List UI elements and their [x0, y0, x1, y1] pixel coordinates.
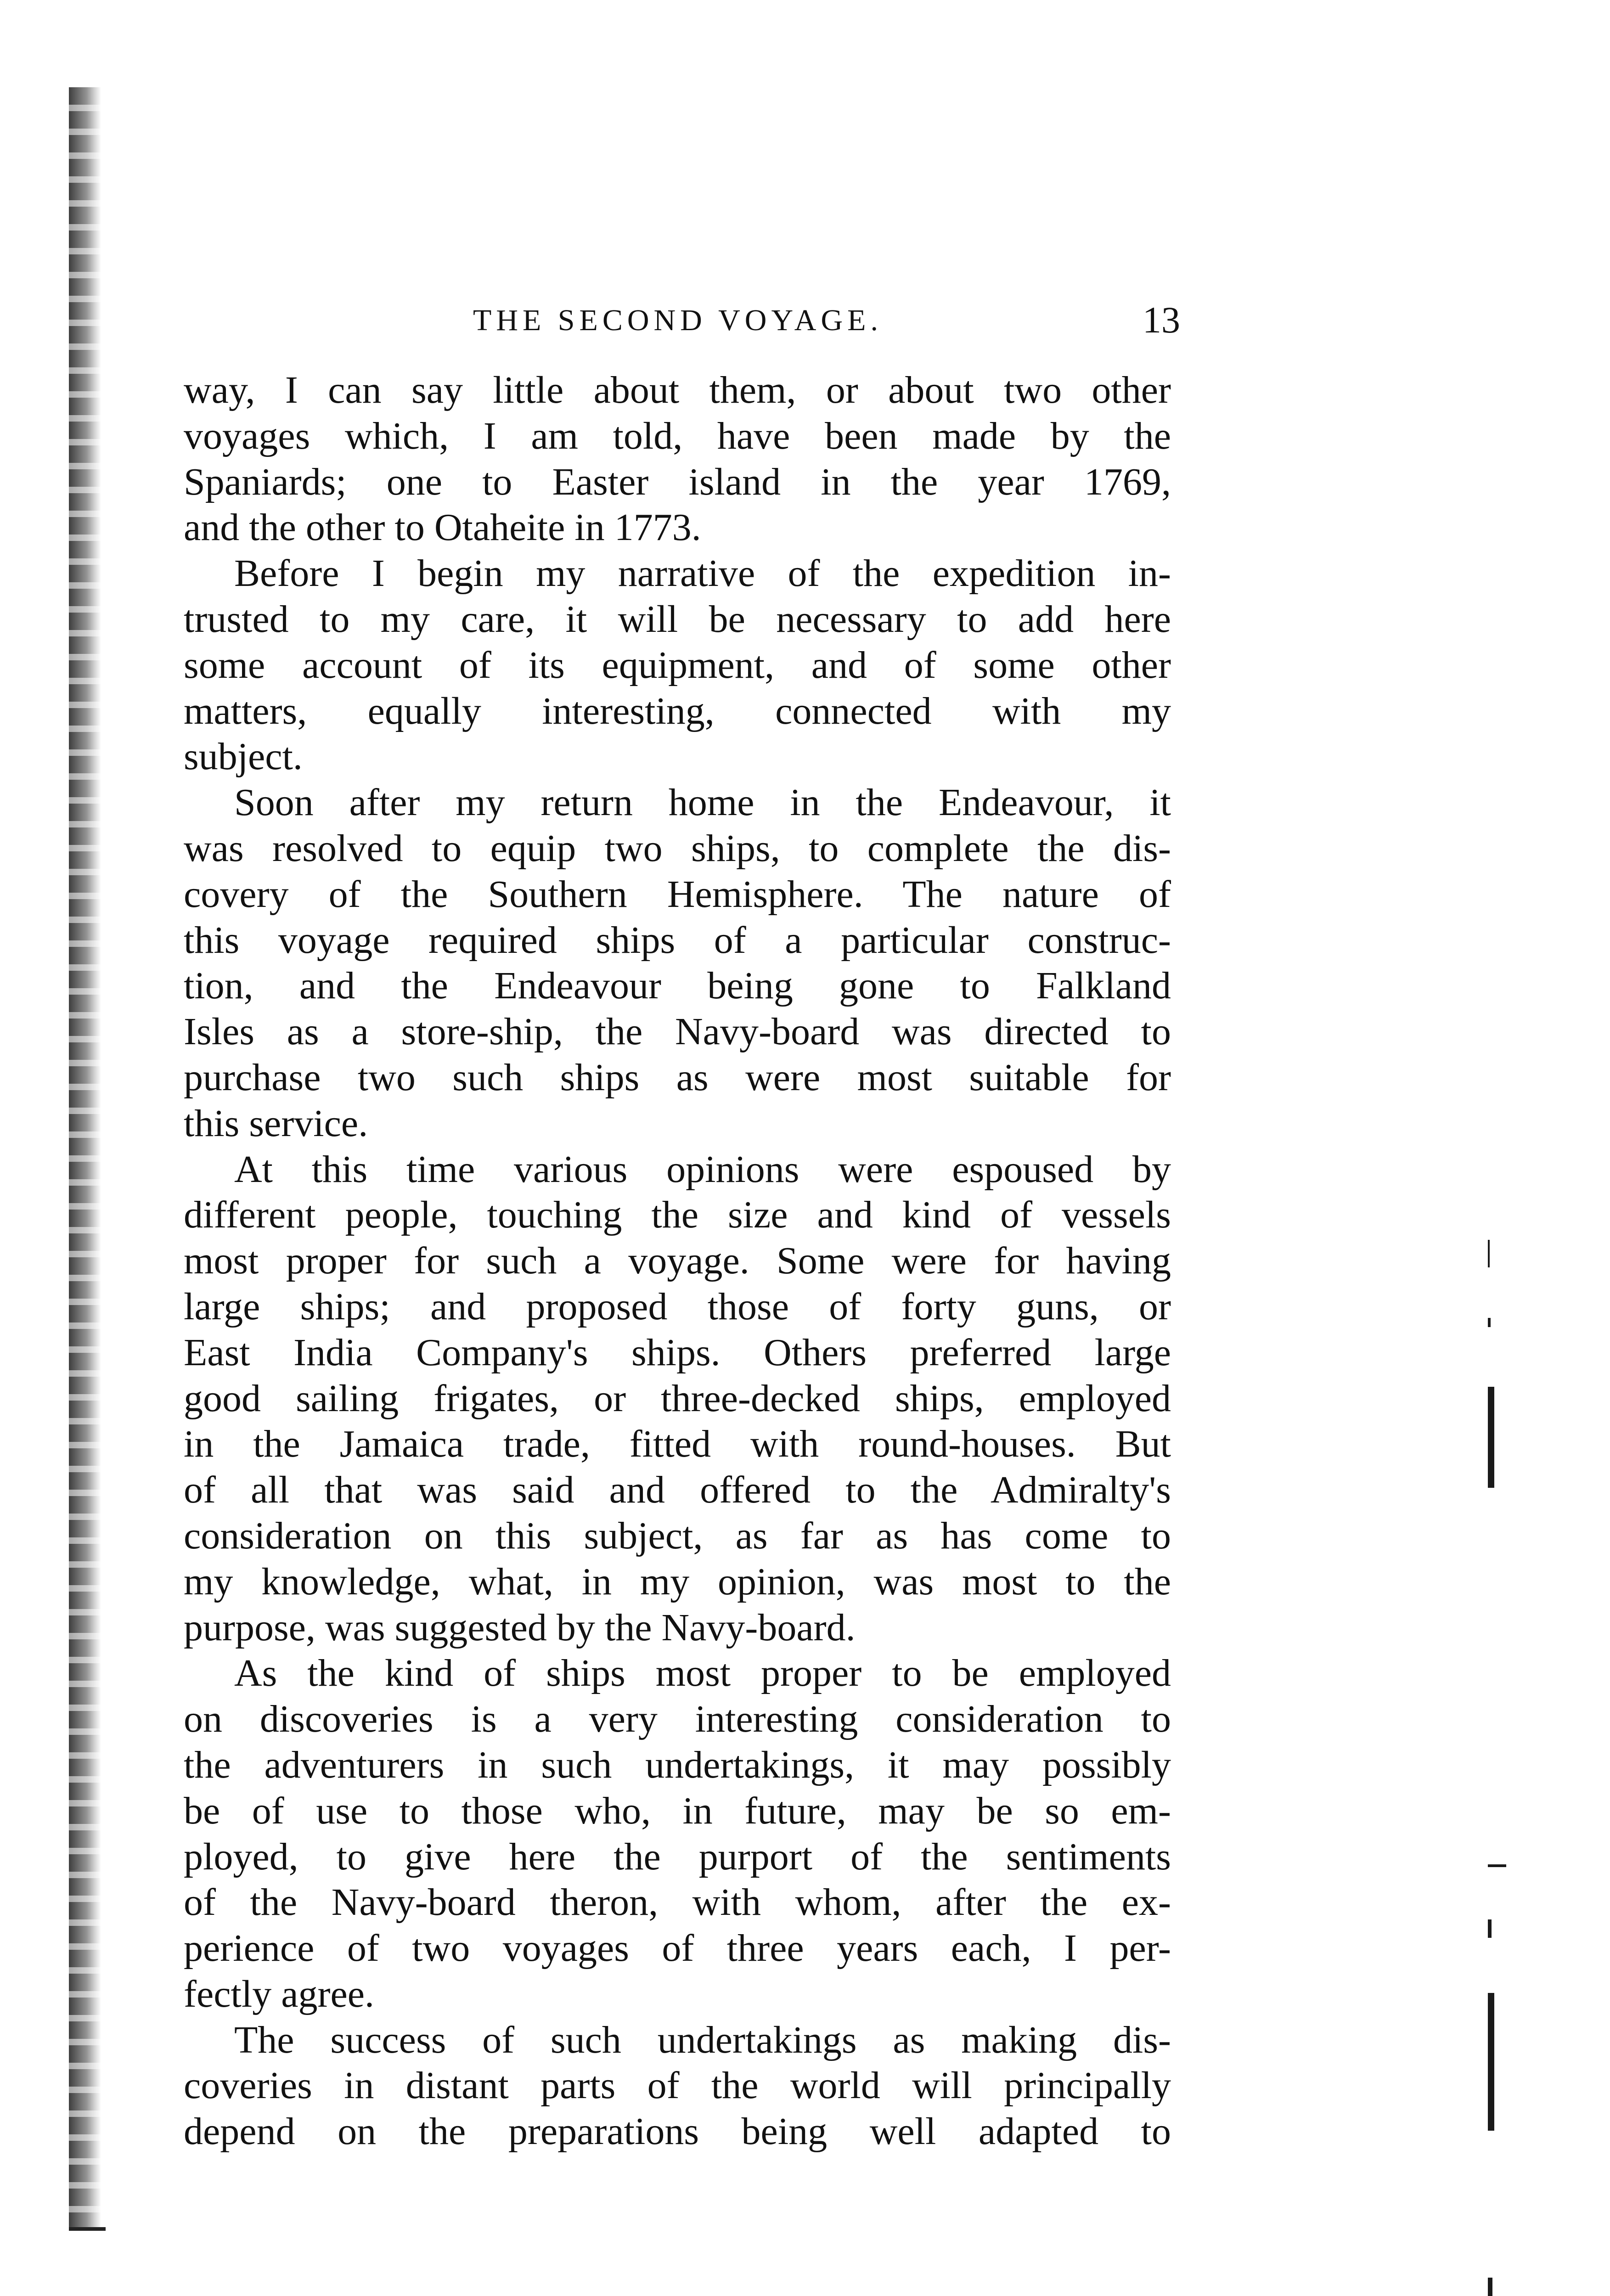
- text-line: voyages which, I am told, have been made by the: [184, 414, 1171, 457]
- facing-page-bleed-marks: [1488, 1240, 1497, 2296]
- paragraph-start-line: Before I begin my narrative of the expedition in-: [234, 552, 1171, 595]
- page-header: [473, 298, 1180, 349]
- text-line: consideration on this subject, as far as has come to: [184, 1514, 1171, 1557]
- text-line: in the Jamaica trade, fitted with round-houses. But: [184, 1423, 1171, 1466]
- text-line: my knowledge, what, in my opinion, was most to the: [184, 1560, 1171, 1603]
- text-line: matters, equally interesting, connected with my: [184, 689, 1171, 732]
- text-line: be of use to those who, in future, may be so em-: [184, 1789, 1171, 1832]
- text-line: depend on the preparations being well adapted to: [184, 2110, 1171, 2153]
- binding-base-rule: [69, 2227, 106, 2231]
- running-head: THE SECOND VOYAGE.: [473, 304, 883, 337]
- text-line: good sailing frigates, or three-decked ships, employed: [184, 1377, 1171, 1420]
- text-line: ployed, to give here the purport of the sentiments: [184, 1835, 1171, 1878]
- text-line: perience of two voyages of three years each, I per-: [184, 1927, 1171, 1970]
- paragraph-start-line: As the kind of ships most proper to be employed: [234, 1652, 1171, 1695]
- text-line: purchase two such ships as were most suitable for: [184, 1056, 1171, 1099]
- text-line: was resolved to equip two ships, to complete the dis-: [184, 827, 1171, 870]
- binding-edge: [69, 87, 101, 2227]
- text-line: coveries in distant parts of the world will principally: [184, 2064, 1171, 2107]
- text-line: tion, and the Endeavour being gone to Falkland: [184, 964, 1171, 1007]
- text-line: way, I can say little about them, or about two other: [184, 369, 1171, 411]
- paragraph-start-line: The success of such undertakings as making dis-: [234, 2018, 1171, 2061]
- text-line: different people, touching the size and kind of vessels: [184, 1193, 1171, 1237]
- paragraph-start-line: At this time various opinions were espoused by: [234, 1148, 1171, 1191]
- text-line: Isles as a store-ship, the Navy-board was directed to: [184, 1010, 1171, 1053]
- text-line: East India Company's ships. Others preferred large: [184, 1331, 1171, 1374]
- text-line: most proper for such a voyage. Some were for having: [184, 1239, 1171, 1283]
- text-line: the adventurers in such undertakings, it may possibly: [184, 1743, 1171, 1786]
- text-line: large ships; and proposed those of forty guns, or: [184, 1285, 1171, 1328]
- text-line: some account of its equipment, and of some other: [184, 643, 1171, 687]
- text-line: subject.: [184, 735, 303, 778]
- text-line: and the other to Otaheite in 1773.: [184, 506, 701, 549]
- text-line: purpose, was suggested by the Navy-board.: [184, 1606, 856, 1649]
- text-line: trusted to my care, it will be necessary to add here: [184, 597, 1171, 641]
- text-line: of all that was said and offered to the Admiralty's: [184, 1469, 1171, 1512]
- text-line: this service.: [184, 1102, 368, 1145]
- page-number: 13: [1143, 299, 1180, 341]
- text-line: covery of the Southern Hemisphere. The nature of: [184, 872, 1171, 916]
- text-line: on discoveries is a very interesting consideration to: [184, 1698, 1171, 1741]
- text-line: this voyage required ships of a particular construc-: [184, 918, 1171, 962]
- text-line: Spaniards; one to Easter island in the year 1769,: [184, 460, 1171, 503]
- body-text: [184, 367, 1171, 2204]
- text-line: of the Navy-board theron, with whom, after the ex-: [184, 1881, 1171, 1924]
- text-line: fectly agree.: [184, 1972, 375, 2015]
- paragraph-start-line: Soon after my return home in the Endeavour, it: [234, 781, 1171, 824]
